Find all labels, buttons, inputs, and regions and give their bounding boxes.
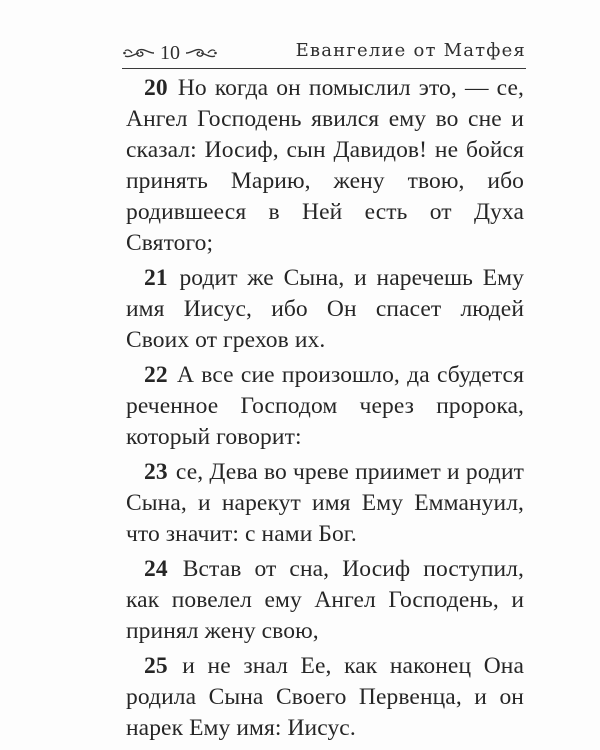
verse-23	[126, 457, 524, 550]
verse-text: Встав от сна, Иосиф поступил, как повелел ему Ангел Господень, и принял жену свою,	[126, 556, 524, 644]
flourish-right-icon	[184, 44, 218, 62]
verse-number: 25	[144, 653, 168, 679]
verse-text: и не знал Ее, как наконец Она родила Сына Своего Первенца, и он нарек Ему имя: Иисус.	[126, 653, 524, 741]
verse-number: 22	[144, 362, 168, 388]
flourish-left-icon	[122, 44, 156, 62]
verse-number: 21	[144, 265, 168, 291]
verse-20	[126, 73, 524, 259]
verse-21	[126, 263, 524, 356]
header-rule	[122, 68, 526, 69]
verse-text: А все сие произошло, да сбудется реченное Господом через пророка, который говорит:	[126, 362, 524, 450]
verse-text: се, Дева во чреве приимет и родит Сына, и нарекут имя Ему Еммануил, что значит: с нами Бог.	[126, 459, 524, 547]
verse-text: родит же Сына, и наречешь Ему имя Иисус, ибо Он спасет людей Своих от грехов их.	[126, 265, 524, 353]
verse-text: Но когда он помыслил это, — се, Ангел Господень явился ему во сне и сказал: Иосиф, сын Давидов! не бойся принять Марию, жену твою, ибо родившееся в Ней есть от Духа Святого;	[126, 75, 524, 256]
page-number: 10	[160, 41, 180, 64]
verse-22	[126, 360, 524, 453]
running-title: Евангелие от Матфея	[295, 40, 526, 61]
verse-24	[126, 554, 524, 647]
verse-25	[126, 651, 524, 744]
verse-number: 23	[144, 459, 168, 485]
verse-number: 20	[144, 75, 168, 101]
page-number-group	[122, 40, 218, 66]
scripture-text	[126, 73, 524, 748]
page-header	[122, 38, 526, 68]
verse-number: 24	[144, 556, 168, 582]
